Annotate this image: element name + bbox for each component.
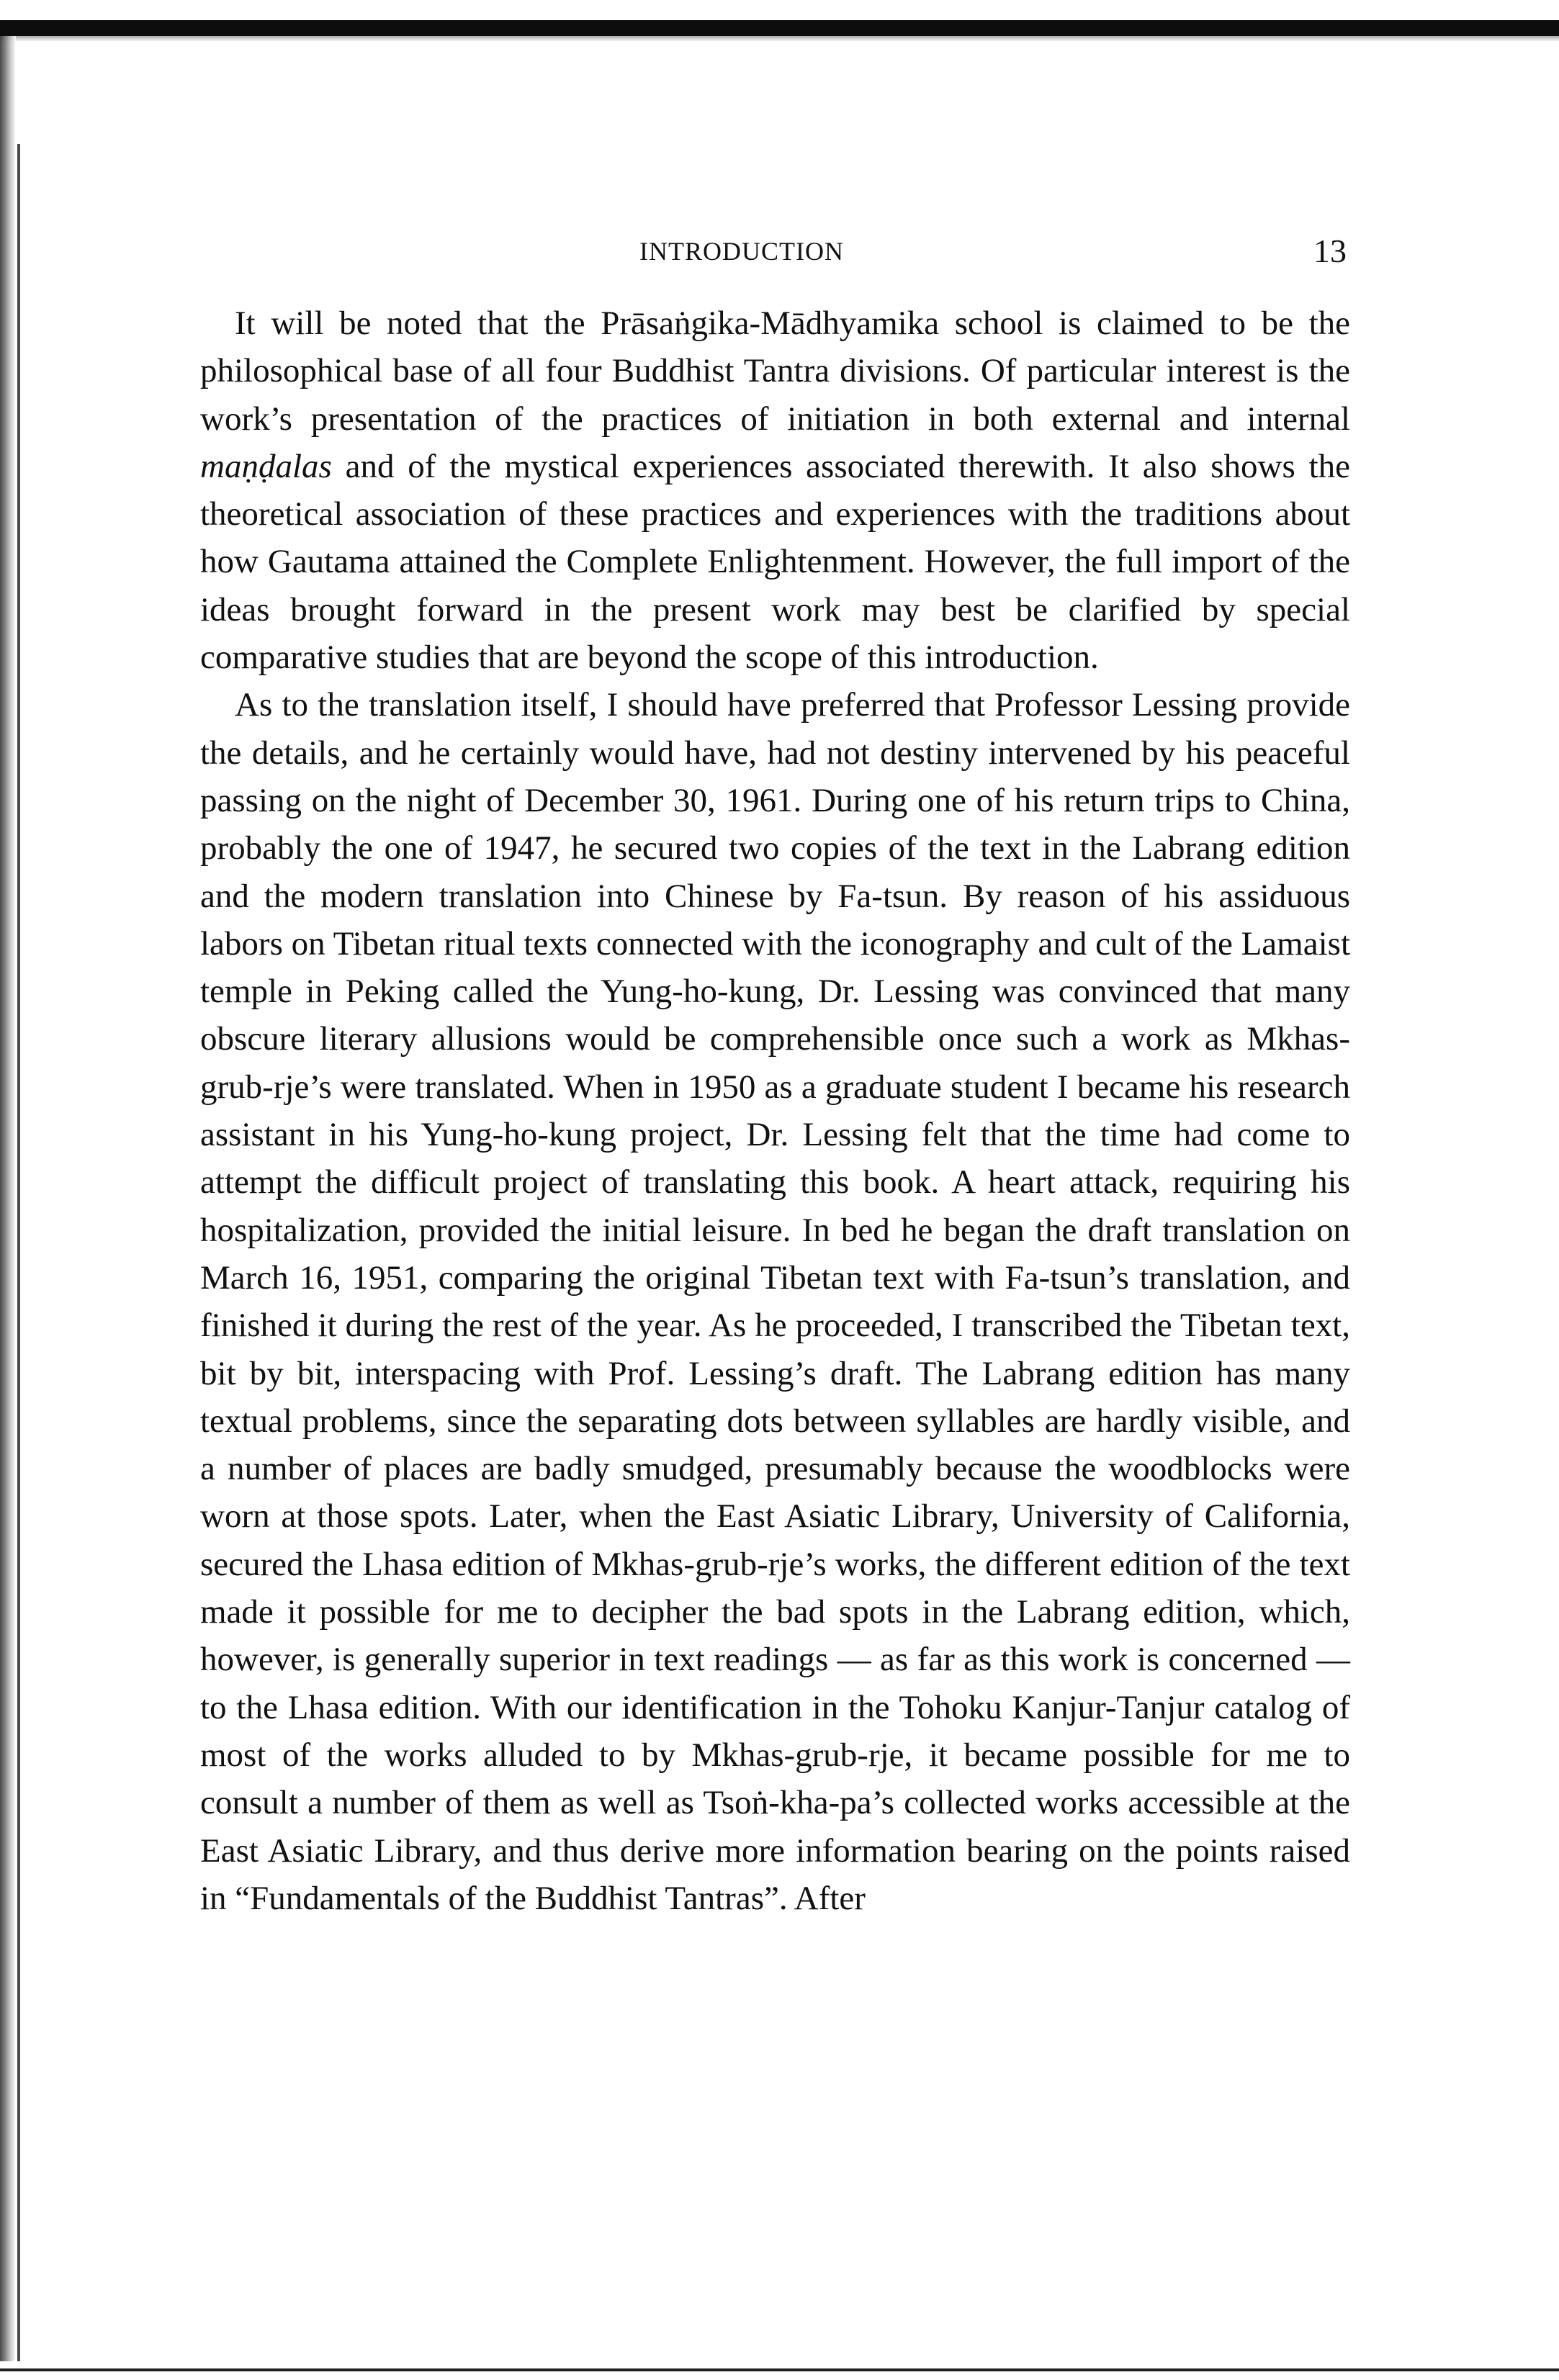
bottom-scan-border — [0, 2368, 1559, 2371]
top-scan-shadow — [0, 36, 1559, 42]
paragraph-1-italic-term: maṇḍalas — [200, 447, 332, 485]
binding-edge-line — [17, 144, 20, 2361]
running-title: INTRODUCTION — [639, 237, 844, 266]
paragraph-1-text-a: It will be noted that the Prāsaṅgika-Mādhyamika school is claimed to be the philosophical base of all four Buddhist Tantra divisions. Of particular interest is the work’s presentation of the practices of initiation in both external and internal — [200, 305, 1350, 438]
paragraph-1 — [200, 299, 1350, 681]
body-text — [200, 299, 1350, 1922]
page-number: 13 — [1313, 233, 1347, 269]
binding-shadow — [0, 36, 16, 2361]
top-scan-border — [0, 20, 1559, 36]
paragraph-2: As to the translation itself, I should have preferred that Professor Lessing provide the details, and he certainly would have, had not destiny intervened by his peaceful passing on the night of December 30, 1961. During one of his return trips to China, probably the one of 1947, he secured two copies of the text in the Labrang edition and the modern translation into Chinese by Fa-tsun. By reason of his assiduous labors on Tibetan ritual texts connected with the iconography and cult of the Lamaist temple in Peking called the Yung-ho-kung, Dr. Lessing was convinced that many obscure literary allusions would be comprehensible once such a work as Mkhas-grub-rje’s were translated. When in 1950 as a graduate student I became his research assistant in his Yung-ho-kung project, Dr. Lessing felt that the time had come to attempt the difficult project of translating this book. A heart attack, requiring his hospitalization, provided the initial leisure. In bed he began the draft translation on March 16, 1951, comparing the original Tibetan text with Fa-tsun’s translation, and finished it during the rest of the year. As he proceeded, I transcribed the Tibetan text, bit by bit, interspacing with Prof. Lessing’s draft. The Labrang edition has many textual problems, since the separating dots between syllables are hardly visible, and a number of places are badly smudged, presumably because the woodblocks were worn at those spots. Later, when the East Asiatic Library, University of California, secured the Lhasa edition of Mkhas-grub-rje’s works, the different edition of the text made it possible for me to decipher the bad spots in the Labrang edition, which, however, is generally superior in text readings — as far as this work is concerned — to the Lhasa edition. With our identification in the Tohoku Kanjur-Tanjur catalog of most of the works alluded to by Mkhas-grub-rje, it became possible for me to consult a number of them as well as Tsoṅ-kha-pa’s collected works accessible at the East Asiatic Library, and thus derive more information bearing on the points raised in “Fundamentals of the Buddhist Tantras”. After — [200, 686, 1350, 1917]
paragraph-1-text-b: and of the mystical experiences associated therewith. It also shows the theoretical association of these practices and experiences with the traditions about how Gautama attained the Complete Enlightenment. However, the full import of the ideas brought forward in the present work may best be clarified by special comparative studies that are beyond the scope of this introduction. — [200, 447, 1350, 677]
running-header — [202, 232, 1347, 275]
